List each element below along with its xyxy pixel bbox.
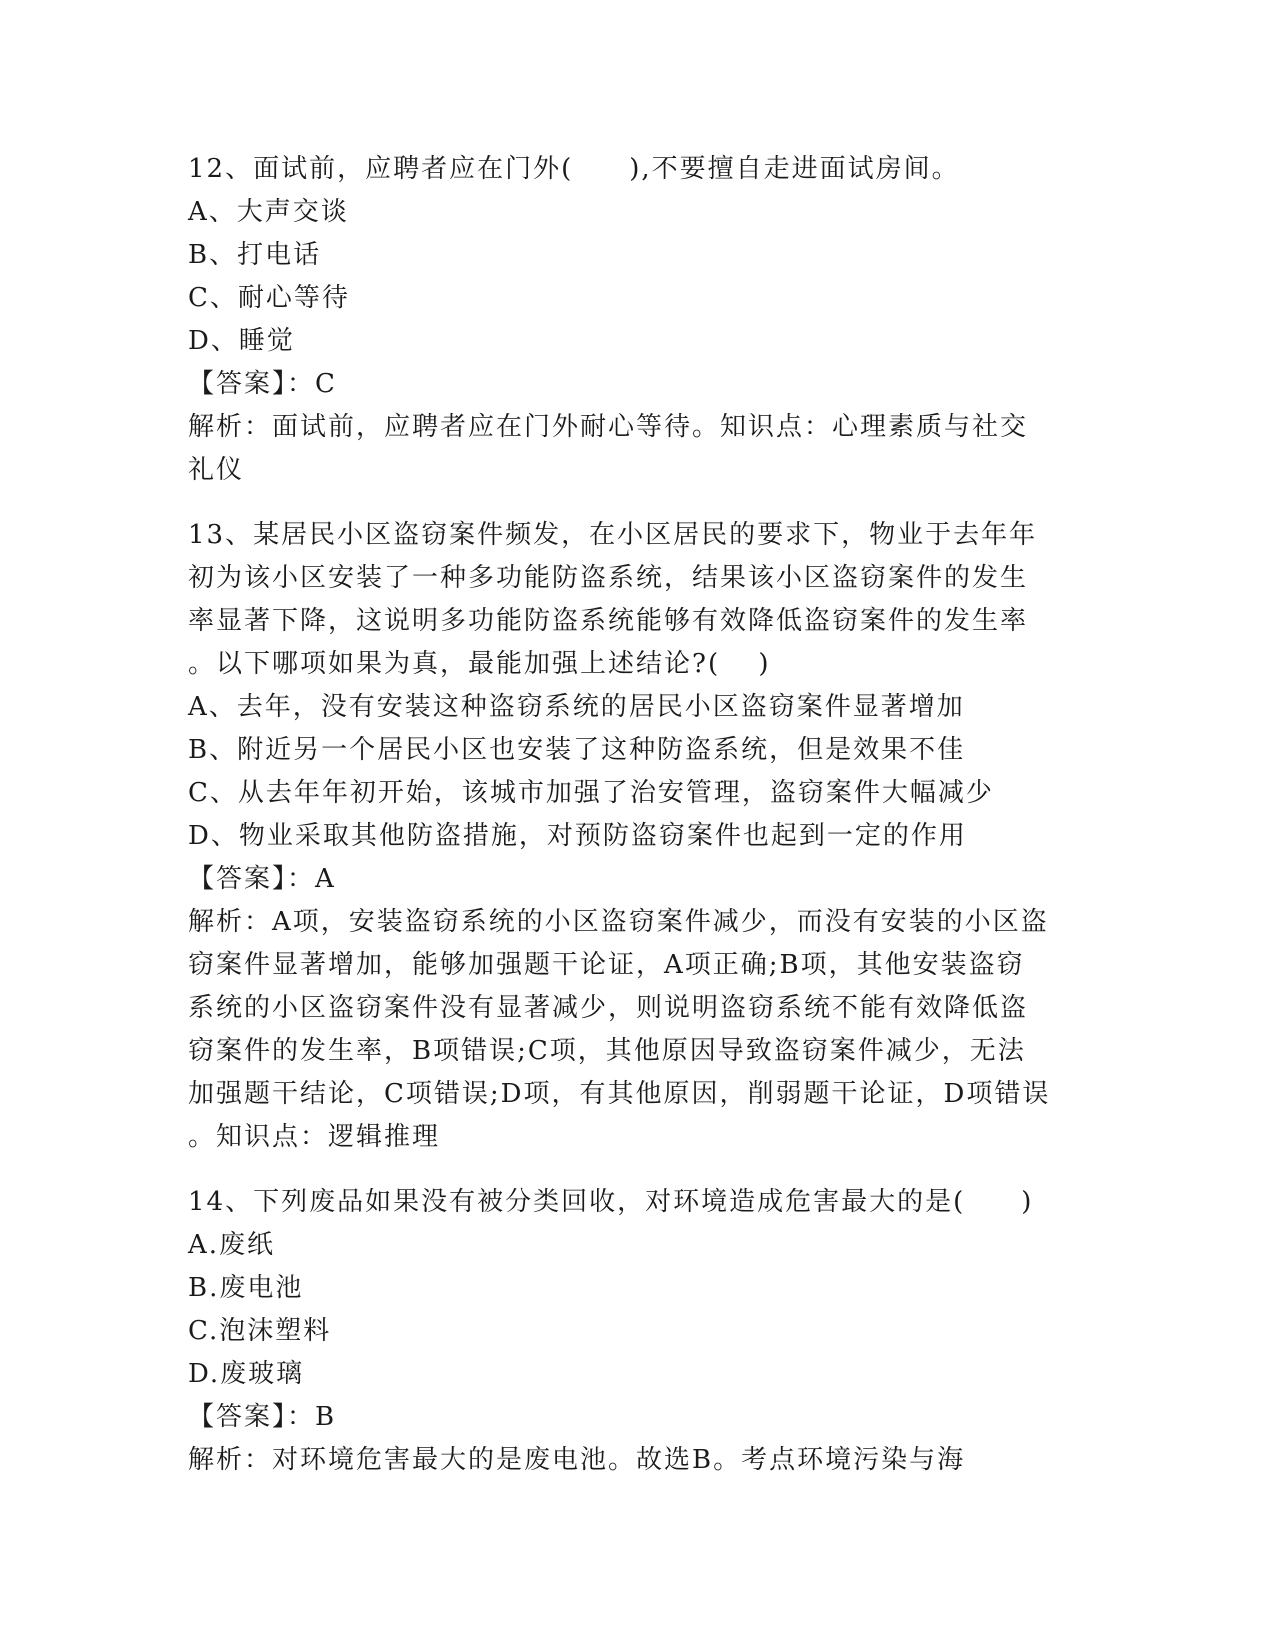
option-a: A、去年，没有安装这种盗窃系统的居民小区盗窃案件显著增加 <box>188 692 965 722</box>
question-13 <box>188 514 1088 1159</box>
option-d: D.废玻璃 <box>188 1359 305 1389</box>
analysis-line: 解析：A项，安装盗窃系统的小区盗窃案件减少，而没有安装的小区盗 <box>188 907 1049 937</box>
analysis-line: 礼仪 <box>188 455 245 485</box>
option-b: B.废电池 <box>188 1273 304 1303</box>
option-b: B、打电话 <box>188 240 322 270</box>
analysis-line: 解析：面试前，应聘者应在门外耐心等待。知识点：心理素质与社交 <box>188 412 1029 442</box>
question-12 <box>188 148 1088 492</box>
analysis-line: 窃案件显著增加，能够加强题干论证，A项正确;B项，其他安装盗窃 <box>188 950 1025 980</box>
document-page <box>188 148 1088 1482</box>
analysis-line: 加强题干结论，C项错误;D项，有其他原因，削弱题干论证，D项错误 <box>188 1079 1051 1109</box>
analysis-line: 解析：对环境危害最大的是废电池。故选B。考点环境污染与海 <box>188 1445 966 1475</box>
option-c: C、从去年年初开始，该城市加强了治安管理，盗窃案件大幅减少 <box>188 778 994 808</box>
question-14 <box>188 1181 1088 1482</box>
answer: 【答案】：A <box>188 864 336 894</box>
option-c: C.泡沫塑料 <box>188 1316 332 1346</box>
analysis-line: 。知识点：逻辑推理 <box>188 1122 441 1152</box>
question-stem: 12、面试前，应聘者应在门外( ),不要擅自走进面试房间。 <box>188 154 960 184</box>
analysis-line: 窃案件的发生率，B项错误;C项，其他原因导致盗窃案件减少，无法 <box>188 1036 1026 1066</box>
question-stem: 14、下列废品如果没有被分类回收，对环境造成危害最大的是( ) <box>188 1187 1034 1217</box>
answer: 【答案】：B <box>188 1402 337 1432</box>
option-c: C、耐心等待 <box>188 283 350 313</box>
option-d: D、物业采取其他防盗措施，对预防盗窃案件也起到一定的作用 <box>188 821 967 851</box>
option-a: A、大声交谈 <box>188 197 349 227</box>
option-d: D、睡觉 <box>188 326 295 356</box>
question-stem: 13、某居民小区盗窃案件频发，在小区居民的要求下，物业于去年年 <box>188 520 1038 550</box>
question-stem: 。以下哪项如果为真，最能加强上述结论?( ) <box>188 649 771 679</box>
analysis-line: 系统的小区盗窃案件没有显著减少，则说明盗窃系统不能有效降低盗 <box>188 993 1029 1023</box>
option-b: B、附近另一个居民小区也安装了这种防盗系统，但是效果不佳 <box>188 735 966 765</box>
question-stem: 初为该小区安装了一种多功能防盗系统，结果该小区盗窃案件的发生 <box>188 563 1029 593</box>
answer: 【答案】：C <box>188 369 337 399</box>
question-stem: 率显著下降，这说明多功能防盗系统能够有效降低盗窃案件的发生率 <box>188 606 1029 636</box>
option-a: A.废纸 <box>188 1230 276 1260</box>
